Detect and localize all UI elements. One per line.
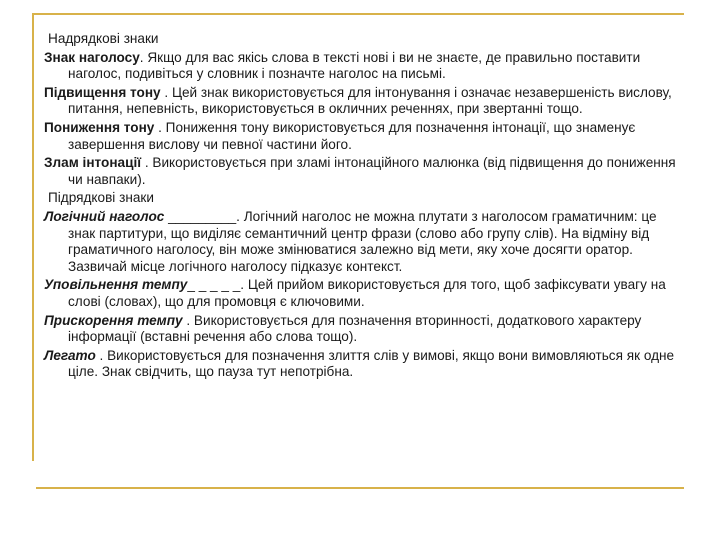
- item-text: . Пониження тону використовується для позначення інтонації, що знаменує завершення вислову чи певної частини його.: [68, 119, 636, 152]
- item-tone-fall: [44, 120, 684, 153]
- item-text: . Використовується для позначення вторинності, додаткового характеру інформації (вставні речення або слова тощо).: [68, 312, 642, 345]
- item-text: . Якщо для вас якісь слова в тексті нові і ви не знаєте, де правильно поставити наголос, подивіться у словник і позначте наголос на письмі.: [68, 49, 641, 82]
- item-mark: _________: [164, 208, 237, 224]
- item-tempo-fast: [44, 313, 684, 346]
- item-term: Уповільнення темпу: [44, 277, 188, 293]
- section-title-over-text: Надрядкові знаки: [48, 31, 159, 46]
- item-stress-mark: [44, 50, 684, 83]
- item-term: Злам інтонації: [44, 155, 142, 171]
- item-text: . Цей знак використовується для інтонування і означає незавершеність вислову, питання, непевність, використовується в окличних реченнях, при звертанні тощо.: [68, 84, 672, 117]
- item-term: Знак наголосу: [44, 49, 140, 65]
- item-term: Пониження тону: [44, 119, 155, 135]
- bottom-rule: [36, 487, 684, 489]
- item-term: Легато: [44, 347, 96, 363]
- item-text: . Логічний наголос не можна плутати з наголосом граматичним: це знак партитури, що виділяє семантичний центр фрази (слово або групу слів). На відміну від граматичного наголосу, він може змінюватися залежно від мети, яку хоче досягти оратор. Зазвичай місце логічного наголосу підказує контекст.: [68, 208, 657, 274]
- section-title-over: [44, 31, 684, 48]
- item-mark: _ _ _ _ _: [187, 277, 241, 293]
- item-intonation-break: [44, 155, 684, 188]
- item-legato: [44, 348, 684, 381]
- item-tone-rise: [44, 85, 684, 118]
- item-term: Підвищення тону: [44, 84, 161, 100]
- left-rule: [32, 13, 34, 461]
- section-title-under-text: Підрядкові знаки: [48, 190, 154, 206]
- item-text: . Використовується при зламі інтонаційного малюнка (від підвищення до пониження чи навпаки).: [68, 155, 676, 187]
- item-tempo-slow: [44, 277, 684, 310]
- top-rule: [32, 13, 684, 15]
- slide-body: [44, 31, 684, 383]
- item-text: . Використовується для позначення злиття слів у вимові, якщо вони вимовляються як одне ціле. Знак свідчить, що пауза тут непотрібна.: [68, 347, 675, 380]
- item-term: Прискорення темпу: [44, 312, 183, 328]
- section-title-under: [44, 190, 684, 207]
- item-term: Логічний наголос: [44, 208, 165, 224]
- item-text: . Цей прийом використовується для того, щоб зафіксувати увагу на слові (словах), що для промовця є ключовими.: [68, 277, 666, 309]
- item-logical-stress: [44, 209, 684, 275]
